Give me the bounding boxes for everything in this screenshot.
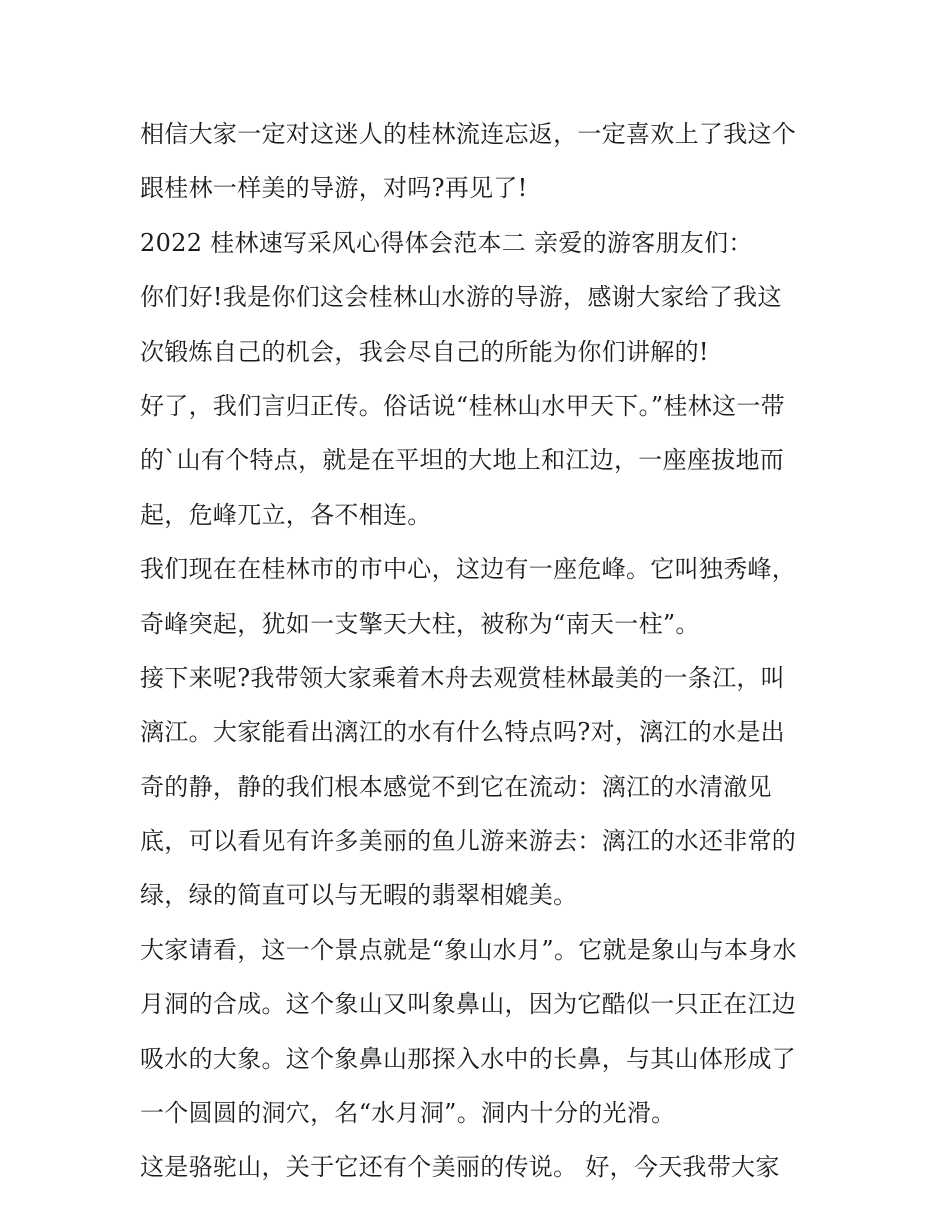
text-line: 2022 桂林速写采风心得体会范本二 亲爱的游客朋友们： xyxy=(140,228,753,257)
text-line: 吸水的大象。这个象鼻山那探入水中的长鼻，与其山体形成了 xyxy=(140,1044,797,1073)
text-line: 漓江。大家能看出漓江的水有什么特点吗?对，漓江的水是出 xyxy=(140,718,785,747)
text-line: 绿，绿的简直可以与无暇的翡翠相媲美。 xyxy=(140,881,578,910)
text-line: 的`山有个特点，就是在平坦的大地上和江边，一座座拔地而 xyxy=(140,446,785,475)
text-line: 好了，我们言归正传。俗话说“桂林山水甲天下。”桂林这一带 xyxy=(140,391,785,420)
text-line: 我们现在在桂林市的市中心，这边有一座危峰。它叫独秀峰， xyxy=(140,555,797,584)
text-line: 底，可以看见有许多美丽的鱼儿游来游去：漓江的水还非常的 xyxy=(140,827,797,856)
text-line: 次锻炼自己的机会，我会尽自己的所能为你们讲解的! xyxy=(140,337,709,366)
text-line: 你们好!我是你们这会桂林山水游的导游，感谢大家给了我这 xyxy=(140,283,782,312)
document-body xyxy=(140,107,830,1195)
text-line: 大家请看，这一个景点就是“象山水月”。它就是象山与本身水 xyxy=(140,935,797,964)
text-line: 起，危峰兀立，各不相连。 xyxy=(140,500,432,529)
text-line: 月洞的合成。这个象山又叫象鼻山，因为它酷似一只正在江边 xyxy=(140,990,797,1019)
text-line: 接下来呢?我带领大家乘着木舟去观赏桂林最美的一条江，叫 xyxy=(140,663,785,692)
text-line: 奇峰突起，犹如一支擎天大柱，被称为“南天一柱”。 xyxy=(140,609,700,638)
text-line: 相信大家一定对这迷人的桂林流连忘返，一定喜欢上了我这个 xyxy=(140,120,797,148)
text-line: 一个圆圆的洞穴，名“水月洞”。洞内十分的光滑。 xyxy=(140,1099,676,1128)
text-line: 这是骆驼山，关于它还有个美丽的传说。 好，今天我带大家 xyxy=(140,1153,780,1182)
text-line: 跟桂林一样美的导游，对吗?再见了! xyxy=(140,174,528,203)
text-line: 奇的静，静的我们根本感觉不到它在流动：漓江的水清澈见 xyxy=(140,772,772,801)
